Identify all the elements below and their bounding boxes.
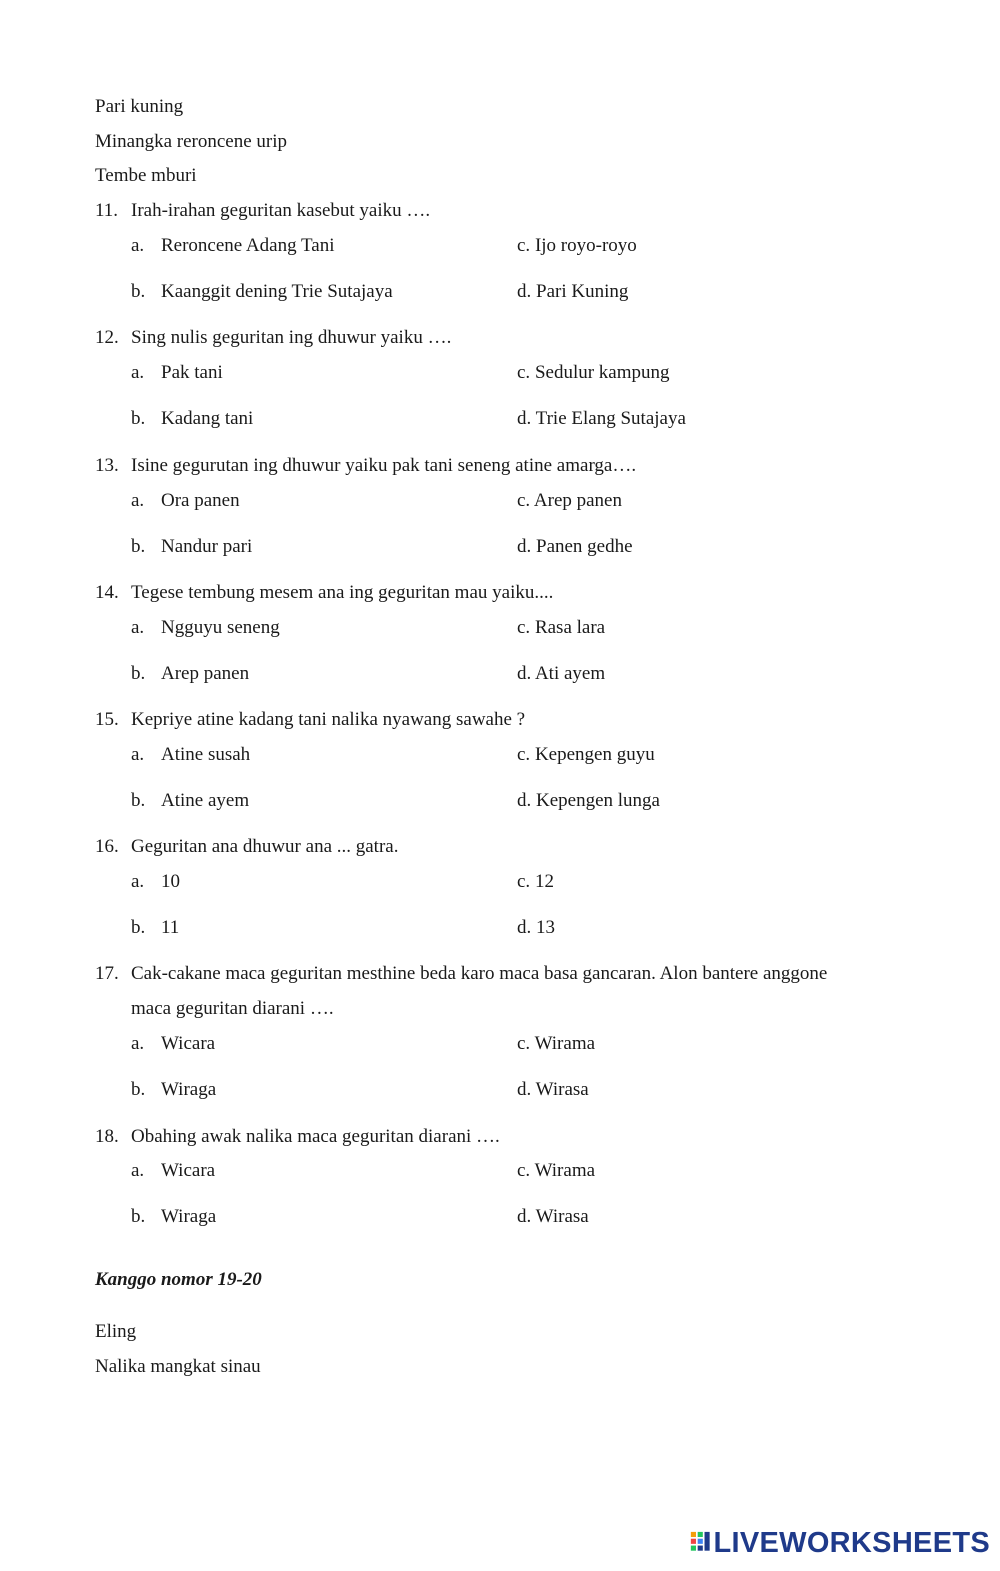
poem-line: Nalika mangkat sinau <box>95 1356 261 1377</box>
question-text: Kepriye atine kadang tani nalika nyawang sawahe ? <box>131 709 526 730</box>
poem-line: Minangka reroncene urip <box>95 131 288 152</box>
option-letter: d. <box>517 790 532 811</box>
question-16 <box>95 836 398 858</box>
option-text: Atine susah <box>161 744 251 765</box>
option-letter: c. <box>517 235 531 256</box>
option-letter: a. <box>131 871 145 892</box>
option-letter: c. <box>517 871 531 892</box>
option-letter: d. <box>517 408 532 429</box>
question-17 <box>95 963 827 985</box>
option-letter: b. <box>131 1206 146 1227</box>
option-letter: b. <box>131 790 146 811</box>
option-text: Arep panen <box>161 663 250 684</box>
question-text: Isine gegurutan ing dhuwur yaiku pak tani seneng atine amarga…. <box>131 455 637 476</box>
option-letter: c. <box>517 744 531 765</box>
option-d[interactable] <box>517 1079 589 1101</box>
option-d[interactable] <box>517 1206 589 1228</box>
question-text: Tegese tembung mesem ana ing geguritan mau yaiku.... <box>131 582 554 603</box>
option-a[interactable] <box>131 490 240 512</box>
question-text: Cak-cakane maca geguritan mesthine beda karo maca basa gancaran. Alon bantere anggone <box>131 963 828 984</box>
option-text: Wiraga <box>161 1079 217 1100</box>
option-a[interactable] <box>131 617 280 639</box>
option-letter: b. <box>131 663 146 684</box>
option-text: Ijo royo-royo <box>534 235 637 256</box>
option-text: Panen gedhe <box>536 536 633 557</box>
option-text: Sedulur kampung <box>534 362 670 383</box>
option-text: Atine ayem <box>161 790 250 811</box>
option-letter: a. <box>131 362 145 383</box>
option-text: Wirasa <box>535 1206 589 1227</box>
option-a[interactable] <box>131 871 180 893</box>
option-a[interactable] <box>131 1160 215 1182</box>
option-d[interactable] <box>517 663 605 685</box>
option-text: 12 <box>534 871 554 892</box>
option-letter: d. <box>517 1206 532 1227</box>
option-text: 11 <box>161 917 180 938</box>
option-b[interactable] <box>131 917 179 939</box>
question-15 <box>95 709 525 731</box>
option-b[interactable] <box>131 536 252 558</box>
option-text: Kadang tani <box>161 408 254 429</box>
option-letter: a. <box>131 617 145 638</box>
option-c[interactable] <box>517 744 655 766</box>
question-text-continued: maca geguritan diarani …. <box>131 998 334 1019</box>
option-letter: d. <box>517 1079 532 1100</box>
option-d[interactable] <box>517 536 633 558</box>
option-letter: b. <box>131 1079 146 1100</box>
option-text: Wicara <box>161 1160 216 1181</box>
question-number: 18. <box>95 1126 119 1147</box>
option-b[interactable] <box>131 1079 216 1101</box>
option-text: Wicara <box>161 1033 216 1054</box>
option-letter: d. <box>517 917 532 938</box>
option-c[interactable] <box>517 1160 595 1182</box>
option-c[interactable] <box>517 1033 595 1055</box>
option-text: Arep panen <box>533 490 622 511</box>
brand-name: LIVEWORKSHEETS <box>713 1526 990 1559</box>
option-text: 13 <box>536 917 555 938</box>
option-letter: c. <box>517 617 531 638</box>
question-text: Geguritan ana dhuwur ana ... gatra. <box>131 836 399 857</box>
question-number: 14. <box>95 582 119 603</box>
option-a[interactable] <box>131 1033 215 1055</box>
poem-line: Tembe mburi <box>95 165 197 186</box>
option-a[interactable] <box>131 235 335 257</box>
question-number: 12. <box>95 327 119 348</box>
question-text: Obahing awak nalika maca geguritan diarani …. <box>131 1126 500 1147</box>
question-number: 11. <box>95 200 119 221</box>
option-d[interactable] <box>517 281 628 303</box>
option-text: Ora panen <box>161 490 240 511</box>
option-d[interactable] <box>517 917 555 939</box>
liveworksheets-logo-icon <box>690 1529 711 1557</box>
option-text: Reroncene Adang Tani <box>161 235 335 256</box>
poem-line: Eling <box>95 1321 137 1342</box>
option-letter: d. <box>517 663 532 684</box>
option-letter: c. <box>517 362 531 383</box>
option-letter: a. <box>131 490 145 511</box>
option-b[interactable] <box>131 1206 216 1228</box>
option-text: 10 <box>161 871 180 892</box>
section-heading: Kanggo nomor 19-20 <box>95 1269 262 1290</box>
option-c[interactable] <box>517 235 637 257</box>
option-letter: d. <box>517 281 532 302</box>
option-letter: a. <box>131 1033 145 1054</box>
option-d[interactable] <box>517 790 660 812</box>
question-number: 13. <box>95 455 119 476</box>
question-number: 16. <box>95 836 119 857</box>
option-text: Wirama <box>534 1033 596 1054</box>
option-text: Kaanggit dening Trie Sutajaya <box>161 281 393 302</box>
option-a[interactable] <box>131 744 250 766</box>
option-text: Ati ayem <box>534 663 606 684</box>
option-c[interactable] <box>517 490 622 512</box>
option-letter: a. <box>131 235 145 256</box>
option-b[interactable] <box>131 663 249 685</box>
question-number: 15. <box>95 709 119 730</box>
option-text: Trie Elang Sutajaya <box>535 408 686 429</box>
option-letter: d. <box>517 536 532 557</box>
option-text: Kepengen lunga <box>536 790 660 811</box>
option-c[interactable] <box>517 871 554 893</box>
question-18 <box>95 1126 500 1148</box>
option-letter: c. <box>517 490 531 511</box>
liveworksheets-logo[interactable] <box>690 1525 990 1561</box>
question-11 <box>95 200 430 222</box>
option-text: Wirama <box>534 1160 596 1181</box>
question-text: Sing nulis geguritan ing dhuwur yaiku …. <box>131 327 452 348</box>
option-letter: a. <box>131 1160 145 1181</box>
option-text: Rasa lara <box>534 617 606 638</box>
option-c[interactable] <box>517 362 670 384</box>
option-a[interactable] <box>131 362 223 384</box>
option-letter: b. <box>131 536 146 557</box>
option-letter: c. <box>517 1033 531 1054</box>
option-text: Nandur pari <box>161 536 253 557</box>
option-text: Wiraga <box>161 1206 217 1227</box>
option-letter: b. <box>131 917 146 938</box>
poem-line: Pari kuning <box>95 96 184 117</box>
option-text: Wirasa <box>535 1079 589 1100</box>
option-letter: c. <box>517 1160 531 1181</box>
option-text: Kepengen guyu <box>534 744 655 765</box>
question-number: 17. <box>95 963 119 984</box>
question-12 <box>95 327 451 349</box>
option-letter: b. <box>131 281 146 302</box>
option-text: Pari Kuning <box>536 281 629 302</box>
question-14 <box>95 582 553 604</box>
option-letter: b. <box>131 408 146 429</box>
option-b[interactable] <box>131 281 393 303</box>
option-b[interactable] <box>131 790 249 812</box>
question-text: Irah-irahan geguritan kasebut yaiku …. <box>131 200 431 221</box>
option-c[interactable] <box>517 617 605 639</box>
option-b[interactable] <box>131 408 253 430</box>
option-d[interactable] <box>517 408 686 430</box>
option-text: Pak tani <box>161 362 223 383</box>
question-13 <box>95 455 636 477</box>
option-text: Ngguyu seneng <box>161 617 280 638</box>
option-letter: a. <box>131 744 145 765</box>
